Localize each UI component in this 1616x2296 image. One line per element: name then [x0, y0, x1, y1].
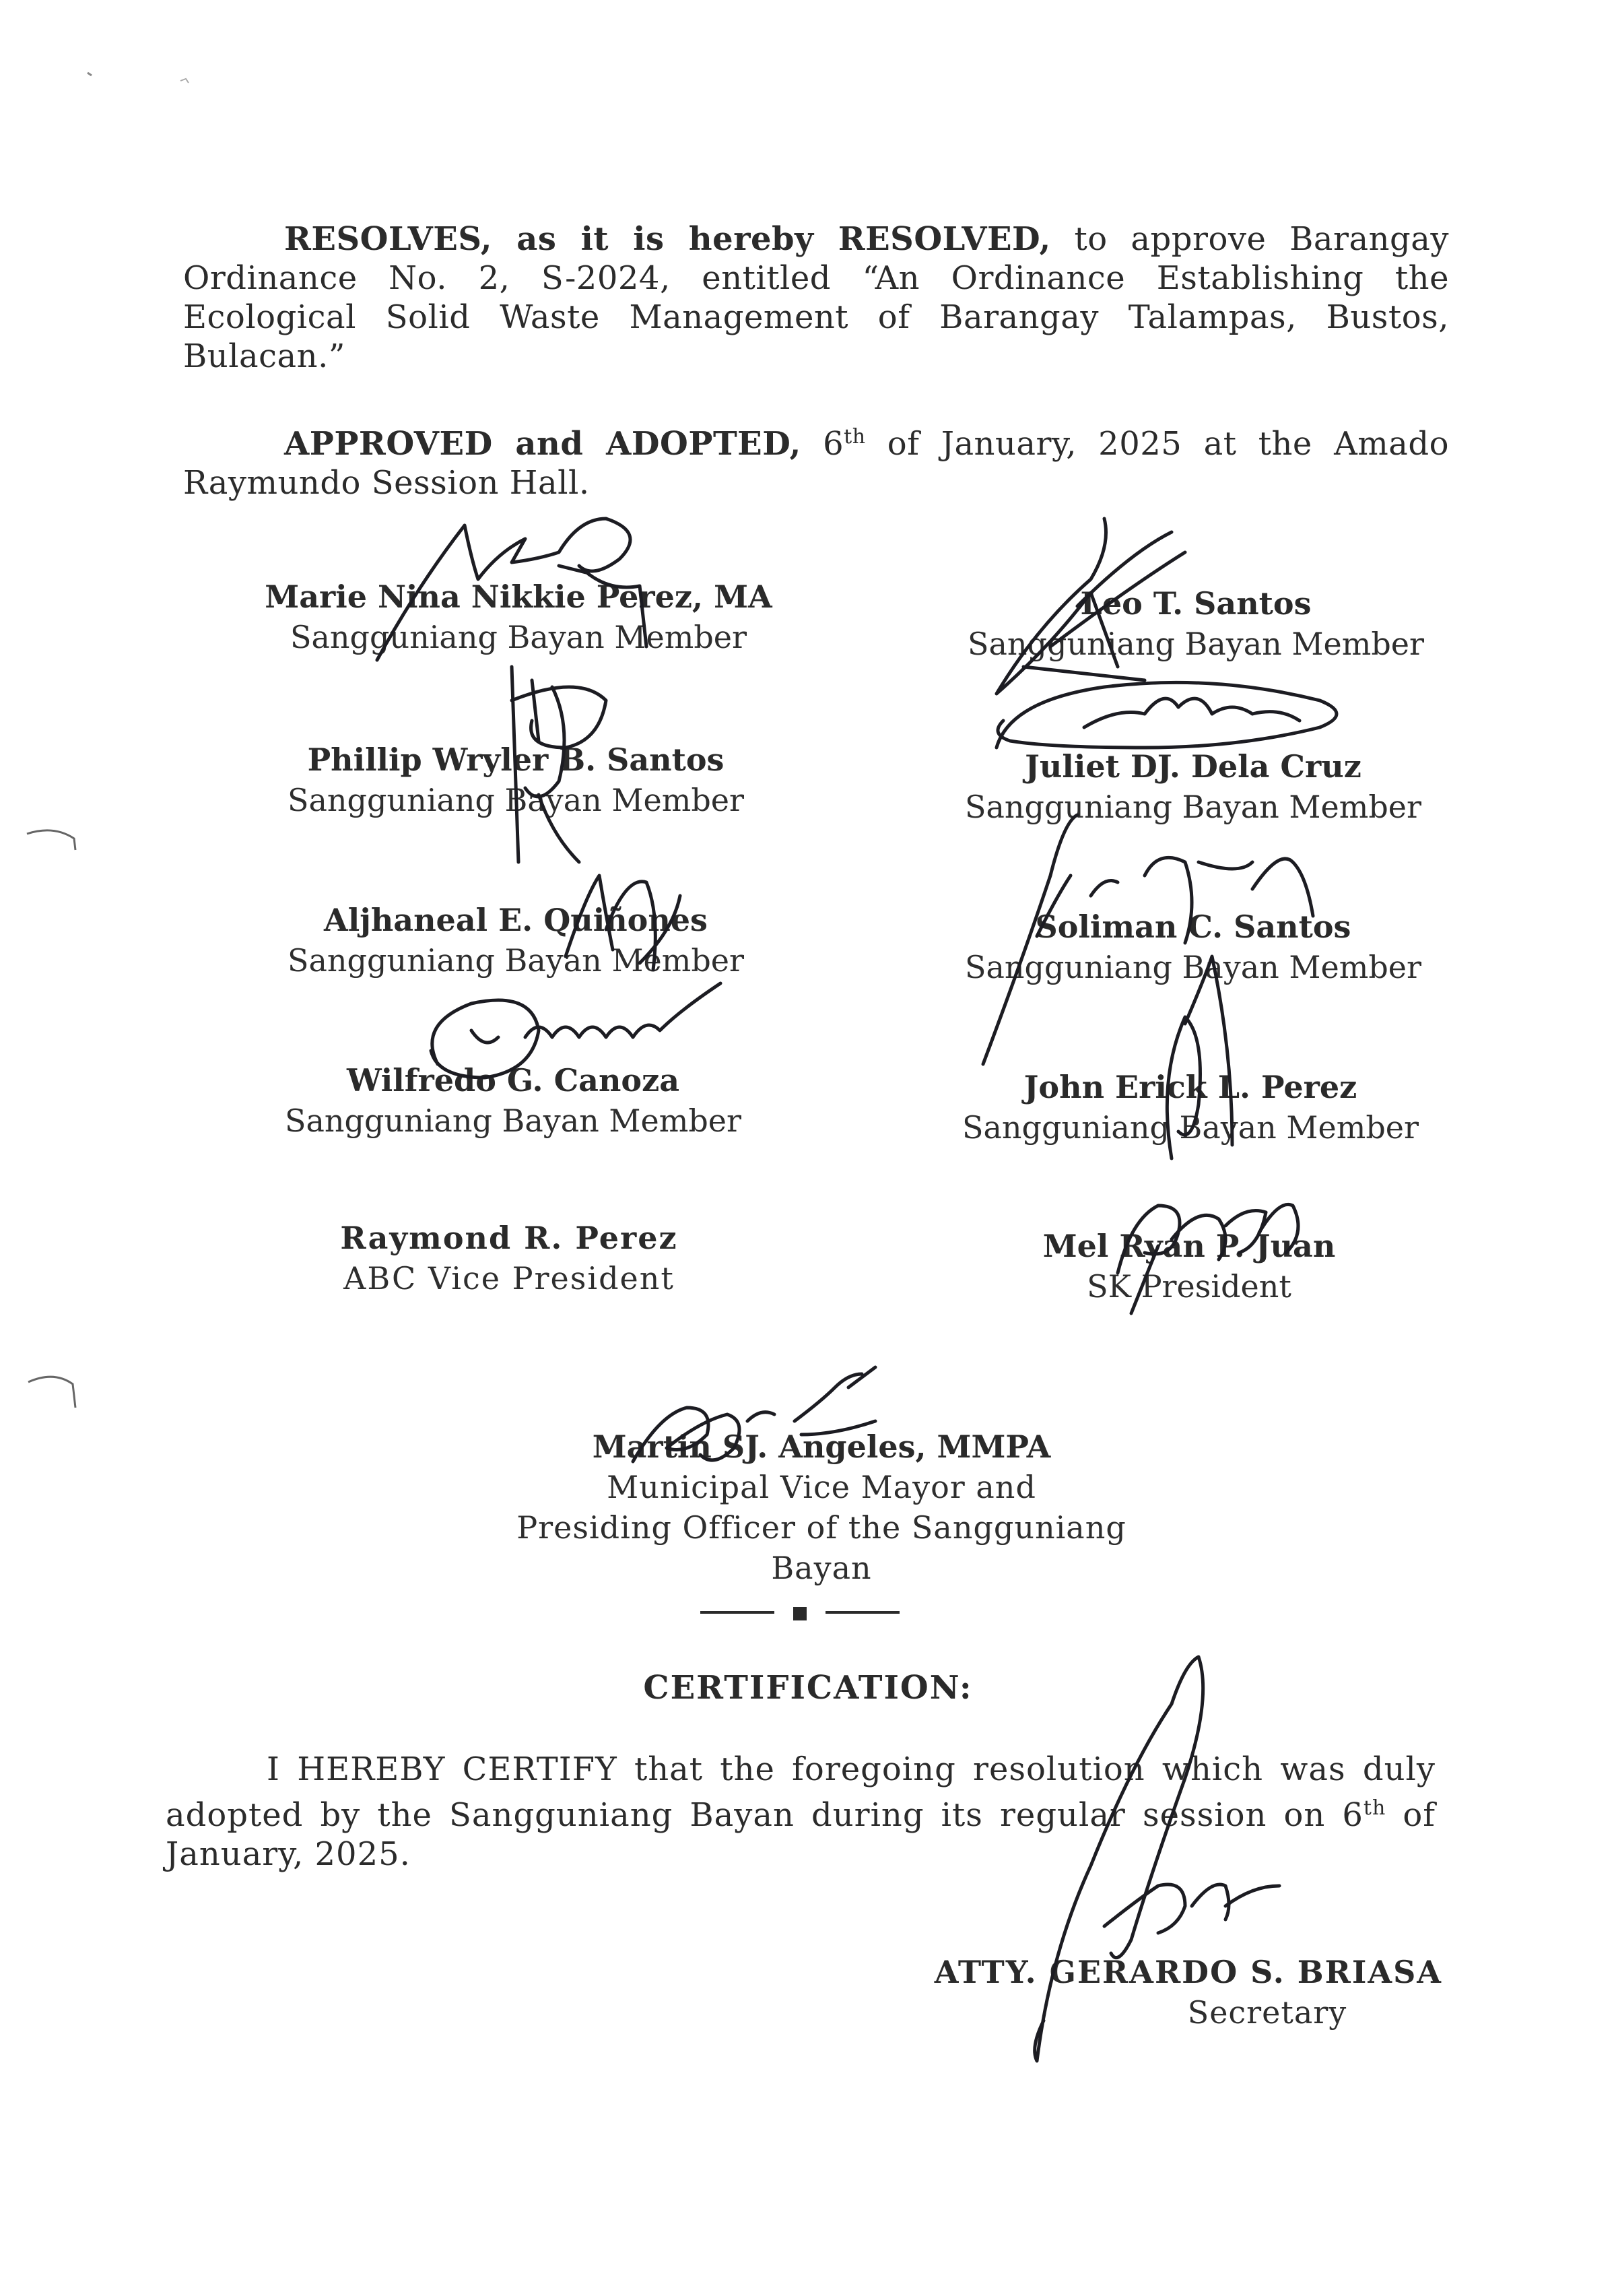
secretary-block	[890, 1952, 1442, 2033]
signatory-name: Raymond R. Perez	[340, 1220, 678, 1256]
approved-text: of January, 2025 at the Amado Raymundo Session Hall.	[183, 425, 1449, 502]
signatory-name: Phillip Wryler B. Santos	[307, 742, 725, 778]
signatory-role: Sangguniang Bayan Member	[962, 1109, 1419, 1146]
signatory-role: ABC Vice President	[343, 1260, 675, 1297]
approved-day-suffix: th	[844, 425, 866, 449]
secretary-name: ATTY. GERARDO S. BRIASA	[934, 1954, 1442, 1990]
presiding-officer-role-1: Municipal Vice Mayor and	[607, 1469, 1036, 1505]
signatory-role: Sangguniang Bayan Member	[284, 1103, 742, 1139]
certification-paragraph	[166, 1750, 1436, 1874]
approved-paragraph	[183, 418, 1449, 502]
signatory-name: Wilfredo G. Canoza	[346, 1062, 680, 1098]
signatory-name: Aljhaneal E. Quiñones	[324, 902, 708, 938]
signatory-role: SK President	[1087, 1268, 1291, 1305]
resolves-text: to approve Barangay Ordinance No. 2, S-2024, entitled “An Ordinance Establishing the Ecological Solid Waste Management of Barangay Talampas, Bustos, Bulacan.”	[183, 220, 1449, 375]
secretary-role: Secretary	[1187, 1994, 1347, 2031]
signatory-role: Sangguniang Bayan Member	[964, 789, 1422, 825]
approved-day: 6	[801, 425, 844, 463]
certification-heading: CERTIFICATION:	[643, 1669, 973, 1707]
signatory-name: Soliman C. Santos	[1035, 909, 1351, 945]
presiding-officer-name: Martin SJ. Angeles, MMPA	[592, 1429, 1051, 1465]
signatory-left-4	[210, 1060, 816, 1141]
signatory-name: John Erick L. Perez	[1023, 1069, 1357, 1105]
signatory-left-3	[213, 900, 819, 981]
presiding-officer-block	[485, 1426, 1158, 1588]
signatory-left-1	[215, 577, 821, 657]
signatory-right-2	[890, 746, 1496, 827]
signatory-left-5	[206, 1218, 812, 1299]
approved-lead: APPROVED and ADOPTED,	[284, 425, 801, 463]
signatory-role: Sangguniang Bayan Member	[964, 949, 1422, 985]
divider-line-right	[826, 1611, 900, 1614]
signatory-left-2	[213, 740, 819, 820]
section-divider	[700, 1603, 902, 1623]
certification-day-suffix: th	[1363, 1796, 1386, 1820]
signatory-name: Juliet DJ. Dela Cruz	[1025, 748, 1361, 785]
signatory-right-3	[890, 907, 1496, 987]
resolves-lead: RESOLVES, as it is hereby RESOLVED,	[284, 220, 1051, 258]
resolves-paragraph	[183, 220, 1449, 376]
signatory-right-1	[893, 583, 1499, 664]
signatory-name: Leo T. Santos	[1080, 585, 1312, 622]
signatory-role: Sangguniang Bayan Member	[287, 942, 745, 979]
signatory-name: Marie Nina Nikkie Perez, MA	[265, 579, 772, 615]
signatory-right-5	[886, 1226, 1492, 1307]
signatory-role: Sangguniang Bayan Member	[967, 626, 1425, 662]
presiding-officer-role-2: Presiding Officer of the Sangguniang Bayan	[516, 1509, 1126, 1586]
signatory-role: Sangguniang Bayan Member	[290, 619, 747, 655]
signatory-right-4	[887, 1067, 1493, 1148]
certification-text-end: of January, 2025.	[166, 1796, 1436, 1873]
certification-text: I HEREBY CERTIFY that the foregoing resolution which was duly adopted by the Sangguniang Bayan during its regular session on 6	[166, 1750, 1436, 1834]
signatory-role: Sangguniang Bayan Member	[287, 782, 745, 818]
signatory-name: Mel Ryan P. Juan	[1042, 1228, 1336, 1264]
divider-square	[793, 1607, 807, 1620]
divider-line-left	[700, 1611, 774, 1614]
